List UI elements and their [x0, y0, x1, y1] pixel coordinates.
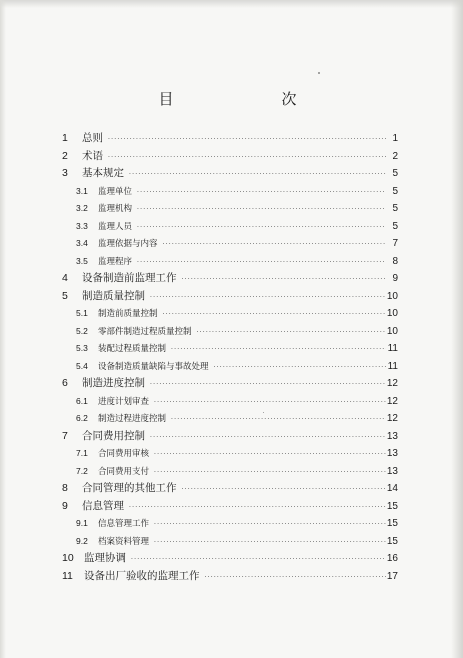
- toc-entry-number: 9: [62, 499, 68, 512]
- toc-dot-leader: [179, 481, 387, 499]
- toc-entry-title: 制造质量控制: [82, 289, 145, 302]
- toc-dot-leader: [134, 184, 386, 202]
- toc-entry-section: [62, 323, 398, 341]
- toc-entry-chapter: [62, 288, 398, 306]
- toc-dot-leader: [151, 464, 386, 482]
- toc-entry-number: 9.1: [76, 518, 88, 528]
- toc-entry-chapter: [62, 130, 398, 148]
- toc-dot-leader: [160, 306, 386, 324]
- toc-dot-leader: [168, 411, 386, 429]
- toc-dot-leader: [128, 551, 386, 569]
- toc-entry-number: 9.2: [76, 535, 88, 546]
- toc-entry-title: 档案资料管理: [98, 536, 150, 547]
- toc-entry-page-number: 10: [386, 325, 398, 337]
- toc-entry-number: 3.4: [76, 238, 88, 248]
- toc-entry-number: 5.3: [76, 343, 88, 353]
- toc-dot-leader: [134, 201, 386, 219]
- toc-entry-section: [62, 445, 398, 463]
- toc-entry-number: 5.4: [76, 360, 88, 371]
- toc-entry-title: 基本规定: [82, 167, 124, 179]
- toc-entry-title: 设备出厂验收的监理工作: [84, 569, 200, 582]
- toc-entry-title: 合同管理的其他工作: [82, 482, 177, 494]
- toc-dot-leader: [160, 236, 386, 254]
- toc-dot-leader: [194, 324, 386, 342]
- toc-dot-leader: [151, 446, 386, 464]
- toc-entry-number: 10: [62, 552, 74, 564]
- toc-entry-page-number: 11: [387, 360, 398, 372]
- toc-entry-title: 合同费用控制: [82, 429, 145, 442]
- toc-entry-page-number: 10: [386, 308, 398, 319]
- toc-dot-leader: [134, 219, 386, 237]
- scan-shadow-top: [0, 0, 463, 8]
- toc-dot-leader: [126, 166, 386, 184]
- toc-entry-number: 7.2: [76, 465, 88, 476]
- toc-entry-chapter: [62, 165, 398, 183]
- toc-entry-page-number: 15: [386, 535, 398, 547]
- toc-entry-title: 信息管理: [82, 499, 124, 512]
- scan-speck: [318, 72, 320, 74]
- toc-entry-number: 3.2: [76, 203, 88, 213]
- toc-entry-page-number: 8: [392, 255, 398, 267]
- toc-entry-page-number: 13: [386, 430, 398, 442]
- toc-dot-leader: [211, 359, 386, 377]
- toc-entry-page-number: 15: [386, 500, 398, 512]
- toc-entry-section: [62, 358, 398, 376]
- toc-entry-title: 监理协调: [84, 552, 126, 564]
- toc-entry-chapter: [62, 498, 398, 516]
- toc-dot-leader: [126, 499, 386, 517]
- toc-entry-page-number: 12: [386, 395, 398, 407]
- toc-entry-page-number: 5: [392, 220, 398, 232]
- toc-entry-section: [62, 463, 398, 481]
- toc-entry-page-number: 16: [386, 553, 398, 564]
- toc-entry-number: 2: [62, 149, 68, 162]
- toc-entry-section: [62, 235, 398, 253]
- toc-entry-number: 1: [62, 132, 68, 144]
- toc-entry-number: 8: [62, 482, 68, 494]
- toc-entry-chapter: [62, 550, 398, 568]
- toc-entry-number: 6.1: [76, 395, 88, 406]
- toc-dot-leader: [168, 341, 386, 359]
- toc-entry-page-number: 17: [386, 570, 398, 582]
- toc-dot-leader: [105, 149, 386, 167]
- toc-entry-page-number: 7: [392, 238, 398, 249]
- toc-entry-title: 合同费用审核: [98, 449, 150, 459]
- table-of-contents: [62, 130, 398, 585]
- toc-entry-page-number: 9: [392, 273, 398, 284]
- toc-dot-leader: [134, 254, 386, 272]
- toc-entry-page-number: 1: [392, 133, 398, 144]
- toc-entry-page-number: 11: [387, 343, 398, 354]
- toc-entry-number: 4: [62, 272, 68, 284]
- toc-entry-chapter: [62, 270, 398, 288]
- toc-dot-leader: [151, 516, 386, 534]
- toc-entry-title: 设备制造质量缺陷与事故处理: [98, 361, 209, 372]
- toc-dot-leader: [151, 394, 386, 412]
- toc-entry-title: 监理人员: [98, 221, 133, 232]
- toc-dot-leader: [202, 569, 387, 587]
- toc-entry-chapter: [62, 480, 398, 498]
- toc-dot-leader: [147, 289, 386, 307]
- toc-entry-page-number: 5: [392, 185, 398, 197]
- toc-entry-section: [62, 253, 398, 271]
- toc-entry-chapter: [62, 148, 398, 166]
- toc-entry-chapter: [62, 568, 398, 586]
- toc-entry-section: [62, 218, 398, 236]
- toc-entry-page-number: 13: [386, 448, 398, 459]
- toc-entry-chapter: [62, 428, 398, 446]
- toc-entry-page-number: 5: [392, 203, 398, 214]
- toc-entry-page-number: 13: [386, 465, 398, 477]
- toc-entry-section: [62, 410, 398, 428]
- toc-entry-page-number: 5: [392, 168, 398, 179]
- toc-entry-page-number: 14: [386, 483, 398, 494]
- toc-entry-number: 6.2: [76, 413, 88, 423]
- toc-entry-number: 3: [62, 167, 68, 179]
- toc-entry-section: [62, 183, 398, 201]
- toc-entry-number: 5.2: [76, 325, 88, 336]
- toc-entry-page-number: 15: [386, 518, 398, 529]
- toc-entry-number: 3.5: [76, 255, 88, 266]
- toc-entry-section: [62, 515, 398, 533]
- toc-dot-leader: [151, 534, 386, 552]
- toc-entry-number: 7: [62, 429, 68, 442]
- toc-entry-title: 制造前质量控制: [98, 309, 158, 319]
- toc-entry-title: 监理单位: [98, 186, 133, 197]
- toc-entry-number: 5: [62, 289, 68, 302]
- toc-entry-number: 6: [62, 377, 68, 389]
- toc-entry-title: 零部件制造过程质量控制: [98, 326, 192, 337]
- toc-dot-leader: [105, 131, 386, 149]
- toc-entry-number: 7.1: [76, 448, 88, 458]
- toc-entry-section: [62, 393, 398, 411]
- toc-entry-number: 11: [62, 569, 73, 582]
- toc-entry-title: 监理依据与内容: [98, 239, 158, 249]
- toc-entry-title: 装配过程质量控制: [98, 344, 167, 354]
- toc-dot-leader: [147, 376, 386, 394]
- toc-entry-title: 总则: [82, 132, 103, 144]
- toc-entry-section: [62, 340, 398, 358]
- toc-entry-number: 3.1: [76, 185, 88, 196]
- toc-entry-chapter: [62, 375, 398, 393]
- toc-entry-title: 合同费用支付: [98, 466, 150, 477]
- toc-entry-page-number: 2: [392, 150, 398, 162]
- toc-entry-title: 设备制造前监理工作: [82, 272, 177, 284]
- toc-entry-title: 信息管理工作: [98, 519, 150, 529]
- toc-entry-section: [62, 200, 398, 218]
- toc-entry-title: 制造过程进度控制: [98, 414, 167, 424]
- toc-dot-leader: [179, 271, 387, 289]
- toc-entry-title: 术语: [82, 149, 103, 162]
- toc-dot-leader: [147, 429, 386, 447]
- toc-entry-section: [62, 305, 398, 323]
- toc-entry-page-number: 12: [386, 413, 398, 424]
- toc-entry-number: 5.1: [76, 308, 88, 318]
- toc-entry-page-number: 10: [386, 290, 398, 302]
- toc-entry-title: 监理程序: [98, 256, 133, 267]
- toc-entry-number: 3.3: [76, 220, 88, 231]
- toc-entry-title: 进度计划审查: [98, 396, 150, 407]
- toc-entry-page-number: 12: [386, 378, 398, 389]
- page-title: 目 次: [158, 90, 323, 108]
- toc-entry-title: 制造进度控制: [82, 377, 145, 389]
- toc-entry-section: [62, 533, 398, 551]
- toc-entry-title: 监理机构: [98, 204, 133, 214]
